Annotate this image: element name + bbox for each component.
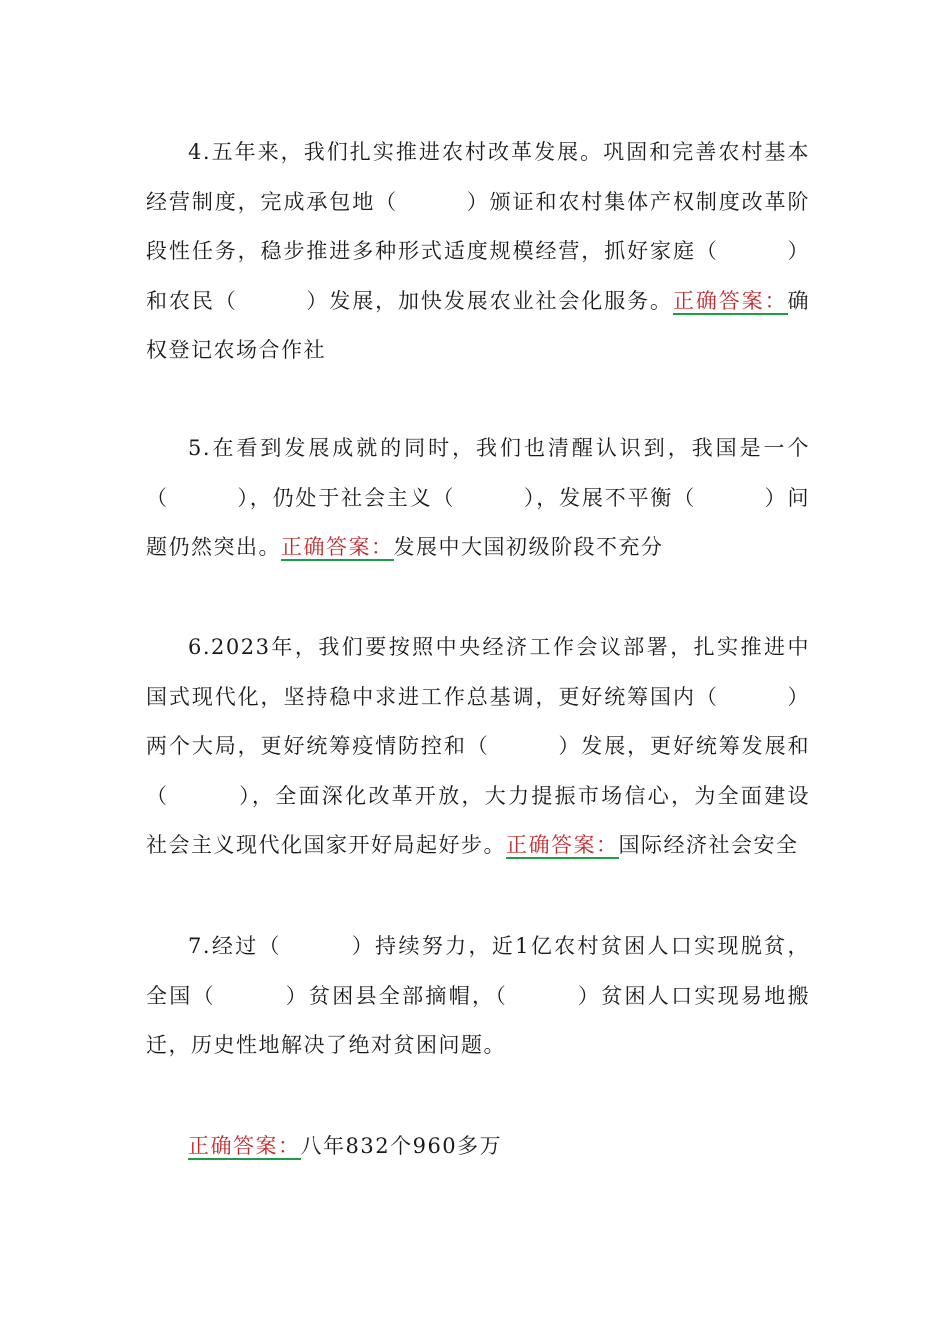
question-4-answer: 确权登记农场合作社 (146, 288, 811, 362)
question-7-answer-label: 正确答案： (188, 1134, 301, 1158)
question-6-text: 6.2023年，我们要按照中央经济工作会议部署，扎实推进中国式现代化，坚持稳中求进工作总基调，更好统筹国内（ ）两个大局，更好统筹疫情防控和（ ）发展，更好统筹发展和（ ），全面深化改革开放，大力提振市场信心，为全面建设社会主义现代化国家开好局起好步。 (146, 635, 810, 857)
question-5-answer-label: 正确答案： (281, 535, 394, 559)
question-7 (146, 922, 810, 1071)
question-7-text: 7.经过（ ）持续努力，近1亿农村贫困人口实现脱贫，全国（ ）贫困县全部摘帽，（ ）贫困人口实现易地搬迁，历史性地解决了绝对贫困问题。 (146, 934, 810, 1057)
question-6-answer-label: 正确答案： (506, 833, 619, 857)
question-5 (146, 424, 810, 573)
question-4-text: 4.五年来，我们扎实推进农村改革发展。巩固和完善农村基本经营制度，完成承包地（ ）颁证和农村集体产权制度改革阶段性任务，稳步推进多种形式适度规模经营，抓好家庭（ ）和农民（ ）发展，加快发展农业社会化服务。 (146, 140, 810, 313)
question-4 (146, 128, 810, 376)
question-6-answer: 国际经济社会安全 (618, 833, 799, 857)
question-4-answer-label: 正确答案： (672, 288, 788, 313)
question-7-answer-line (188, 1122, 502, 1172)
question-6 (146, 623, 810, 871)
question-5-text: 5.在看到发展成就的同时，我们也清醒认识到，我国是一个（ ），仍处于社会主义（ ），发展不平衡（ ）问题仍然突出。 (146, 436, 810, 559)
question-7-answer: 八年832个960多万 (300, 1134, 503, 1158)
question-5-answer: 发展中大国初级阶段不充分 (393, 535, 664, 559)
